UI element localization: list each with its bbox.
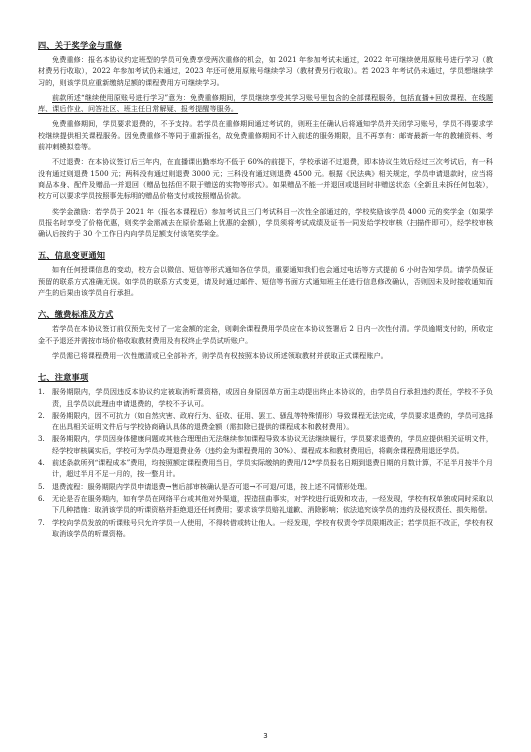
notice-list (38, 386, 493, 539)
page-number: 3 (263, 732, 268, 740)
section-4-title: 四、关于奖学金与重修 (38, 40, 122, 50)
section-6-title: 六、缴费标准及方式 (38, 309, 114, 320)
notice-item: 6. 无论是否在服务期内，如有学员在网络平台或其他对外渠道，捏造扭曲事实，对学校进行诋毁和攻击，一经发现，学校有权单独或同时采取以下几种措施：取消该学员的听课资格并拒绝退还任何费用；要求该学员赔礼道歉、消除影响；依法追究该学员的违约及侵权责任、损失赔偿。 (38, 493, 493, 515)
s4-paragraph-4: 不过退费：在本协议签订后三年内，在直播课出勤率均不低于 60%的前提下，学校承诺不过退费，即本协议生效后经过三次考试后，有一科没有通过则退费 1500 元；两科没有通过则退费 3000 元；三科没有通过则退费 4500 元。根据《民法典》相关规定，学员申请退款时，应当将商品本身、配件及赠品一并退回（赠品包括但不限于赠送的实物等形式）。如果赠品不能一并退回或退回时非赠送状态（全新且未拆任何包装），校方可以要求学员按照事先标明的赠品价格支付或按照赠品价款。 (38, 157, 493, 201)
notice-item: 4. 前述条款所列“课程成本”费用，均按照额定课程费用当日，学员实际缴纳的费用/12*学员报名日期到退费日期的月数计算，不足半月按半个月计，超过半月不足一月的，按一整月计。 (38, 458, 493, 479)
notice-item: 7. 学校向学员发放的听课账号只允许学员一人使用，不得转借或转让他人。一经发现，学校有权责令学员限期改正；若学员拒不改正，学校有权取消该学员的听课资格。 (38, 517, 493, 538)
s5-paragraph-1: 如有任何授课信息的变动，校方会以微信、短信等形式通知各位学员，重要通知我们也会通过电话等方式提前 6 小时告知学员。请学员保证预留的联系方式准确无误。如学员的联系方式变更，请及时通过邮件、短信等书面方式通知班主任进行信息修改确认，否则因未及时接收通知而产生的后果由该学员自行承担。 (38, 265, 493, 298)
s6-paragraph-2: 学员需已将课程费用一次性缴清或已全部补齐，则学员有权按照本协议所述领取教材并获取正式课程账户。 (52, 350, 388, 360)
section-5-title: 五、信息变更通知 (38, 250, 106, 261)
notice-item: 2. 服务期限内，因不可抗力（如自然灾害、政府行为、征收、征用、罢工、骚乱等特殊情形）导致课程无法完成，学员要求退费的，学员可选择在出具相关证明文件后与学校协商确认具体的退费金额（需扣除已提供的课程成本和教材费用）。 (38, 410, 493, 432)
notice-item: 5. 退费流程：服务期限内学员申请退费→售后部审核确认是否可退→不可退/可退，按上述不同情形处理。 (38, 481, 372, 491)
s4-paragraph-3: 免费重修期间，学员要求退费的，不予支持。若学员在重修期间通过考试的，则班主任确认后将通知学员并关闭学习账号，学员不得要求学校继续提供相关课程服务。因免费重修不等同于重新报名，故免费重修期间不计入前述的服务期限，且不再享有：邮寄最新一年的教辅资料、考前冲刺模拟卷等。 (38, 119, 493, 152)
notice-item: 3. 服务期限内，学员因身体健康问题或其他合理理由无法继续参加课程导致本协议无法继续履行，学员要求退费的，学员应提供相关证明文件，经学校审核属实后，学校可为学员办理退费业务（违约金为课程费用的 30%）、课程成本和教材费用后，将剩余课程费用退还学员。 (38, 434, 493, 455)
s4-paragraph-1: 免费重修：报名本协议约定班型的学员可免费享受两次重修的机会，如 2021 年参加考试未通过，2022 年可继续使用原账号进行学习（教材费另行收取），2022 年参加考试仍未通过，2023 年还可使用原账号继续学习（教材费另行收取）。若 2023 年考试仍未通过，学员想继续学习的，则该学员应重新缴纳足额的课程费用方可继续学习。 (38, 55, 493, 87)
s6-paragraph-1: 若学员在本协议签订前仅预先支付了一定金额的定金，则剩余课程费用学员应在本协议签署后 2 日内一次性付清。学员逾期支付的，所收定金不予退还并需按市场价格收取教材费用及有权终止学员试听账户。 (38, 324, 493, 345)
s4-paragraph-2: 前款所述“继续使用原账号进行学习”意为：免费重修期间，学员继续享受其学习账号里包含的全部课程服务，包括直播+回放课程、在线题库、课后作业、问答社区、班主任日常解疑、报考提醒等服务。 (38, 92, 493, 114)
notice-item: 1. 服务期限内，学员因违反本协议约定被取消听课资格，或因自身原因单方面主动提出终止本协议的，由学员自行承担违约责任，学校不予负责，且学员以此理由申请退费的，学校不予认可。 (38, 387, 493, 408)
section-7-title: 七、注意事项 (38, 372, 89, 383)
s4-paragraph-5: 奖学金激励：若学员于 2021 年（报名本课程后）参加考试且三门考试科目一次性全部通过的，学校奖励该学员 4000 元的奖学金（如果学员报名时享受了价格优惠，则奖学金需减去在原价基础上优惠的金额），学员须将考试成绩及证书一同发给学校审核（扫描件即可），经学校审核确认后按约于 30 个工作日内向学员足额支付该笔奖学金。 (38, 206, 493, 239)
